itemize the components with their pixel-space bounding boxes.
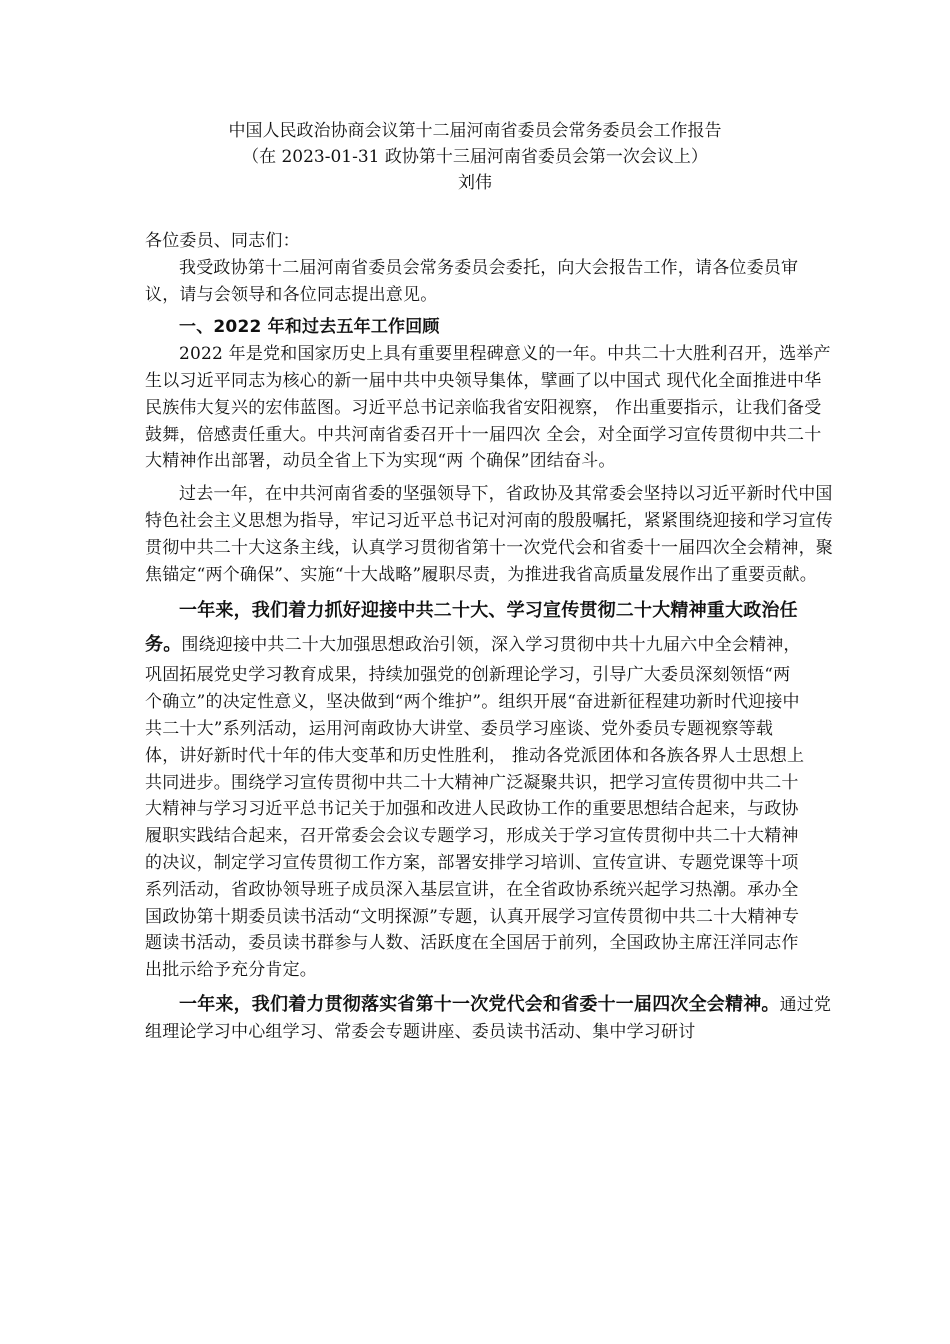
- paragraph-lead-bold-2: 一年来，我们着力贯彻落实省第十一次党代会和省委十一届四次全会精神。: [179, 993, 780, 1015]
- intro-paragraph: 我受政协第十二届河南省委员会常务委员会委托，向大会报告工作，请各位委员审议，请与会领导和各位同志提出意见。: [145, 257, 799, 305]
- paragraph-lead-bold: 一年来，我们着力抓好迎接中共二十大、学习宣传贯彻二十大精神重大政治任务。: [145, 600, 798, 656]
- report-subtitle: （在 2023-01-31 政协第十三届河南省委员会第一次会议上）: [242, 147, 708, 167]
- paragraph-political-task: [145, 594, 805, 984]
- report-title: 中国人民政治协商会议第十二届河南省委员会常务委员会工作报告: [228, 121, 722, 141]
- paragraph-past-year: 过去一年，在中共河南省委的坚强领导下，省政协及其常委会坚持以习近平新时代中国特色社会主义思想为指导，牢记习近平总书记对河南的殷殷嘱托，紧紧围绕迎接和学习宣传贯彻中共二十大这条主线，认真学习贯彻省第十一次党代会和省委十一届四次全会精神，聚焦锚定“两个确保”、实施“十大战略”履职尽责，为推进我省高质量发展作出了重要贡献。: [145, 484, 833, 585]
- paragraph-body-2: 通过党组理论学习中心组学习、常委会专题讲座、委员读书活动、集中学习研讨: [145, 994, 832, 1042]
- paragraph-party-congress: [145, 992, 835, 1046]
- salutation: 各位委员、同志们：: [145, 231, 300, 251]
- paragraph-2022-review: 2022 年是党和国家历史上具有重要里程碑意义的一年。中共二十大胜利召开，选举产生以习近平同志为核心的新一届中共中央领导集体，擘画了以中国式 现代化全面推进中华民族伟大复兴的宏伟蓝图。习近平总书记亲临我省安阳视察， 作出重要指示，让我们备受鼓舞，倍感责任重大。中共河南省委召开十一届四次 全会，对全面学习宣传贯彻中共二十大精神作出部署，动员全省上下为实现“两 个确保”团结奋斗。: [145, 344, 831, 472]
- section-heading: 一、2022 年和过去五年工作回顾: [179, 317, 440, 338]
- paragraph-body: 围绕迎接中共二十大加强思想政治引领，深入学习贯彻中共十九届六中全会精神，巩固拓展党史学习教育成果，持续加强党的创新理论学习，引导广大委员深刻领悟“两个确立”的决定性意义，坚决做到“两个维护”。组织开展“奋进新征程建功新时代迎接中共二十大”系列活动，运用河南政协大讲堂、委员学习座谈、党外委员专题视察等载体，讲好新时代十年的伟大变革和历史性胜利， 推动各党派团体和各族各界人士思想上共同进步。围绕学习宣传贯彻中共二十大精神广泛凝聚共识，把学习宣传贯彻中共二十大精神与学习习近平总书记关于加强和改进人民政协工作的重要思想结合起来，与政协履职实践结合起来，召开常委会会议专题学习，形成关于学习宣传贯彻中共二十大精神的决议，制定学习宣传贯彻工作方案，部署安排学习培训、宣传宣讲、专题党课等十项系列活动，省政协领导班子成员深入基层宣讲，在全省政协系统兴起学习热潮。承办全国政协第十期委员读书活动“文明探源”专题，认真开展学习宣传贯彻中共二十大精神专题读书活动，委员读书群参与人数、活跃度在全国居于前列，全国政协主席汪洋同志作出批示给予充分肯定。: [145, 635, 805, 981]
- report-author: 刘伟: [458, 173, 492, 193]
- report-body: [145, 228, 835, 1046]
- report-header: [0, 118, 950, 196]
